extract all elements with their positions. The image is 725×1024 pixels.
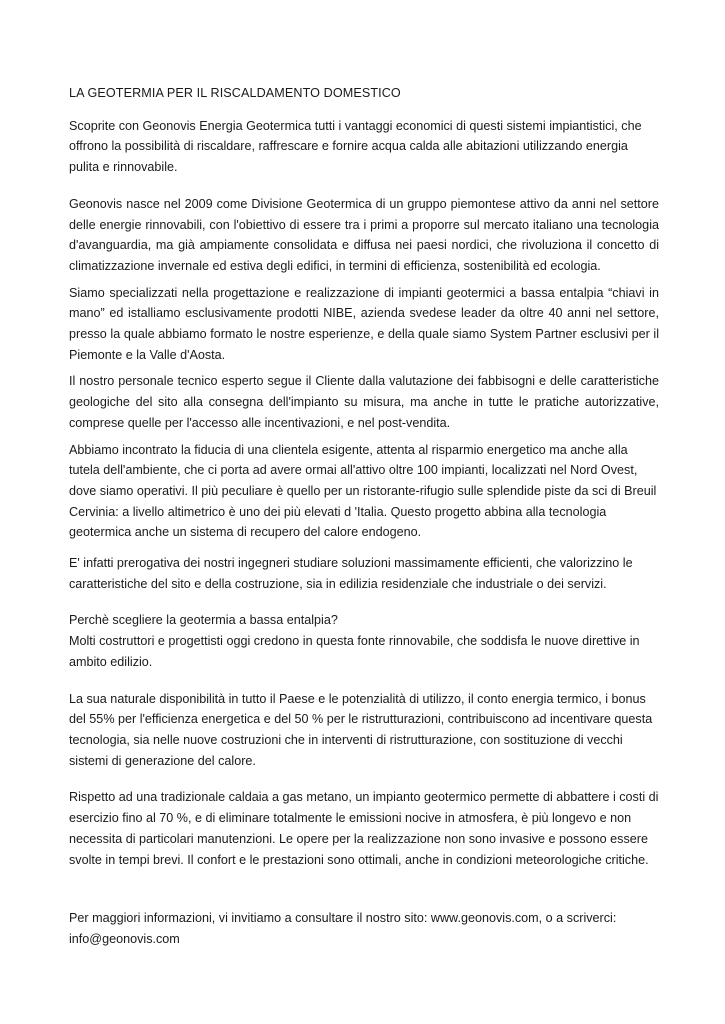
comparison-paragraph: Rispetto ad una tradizionale caldaia a gas metano, un impianto geotermico permette di abbattere i costi di esercizio fino al 70 %, e di eliminare totalmente le emissioni nocive in atmosfera, è più longevo e non necessita di particolari manutenzioni. Le opere per la realizzazione non sono invasive e possono essere svolte in tempi brevi. Il confort e le prestazioni sono ottimali, anche in condizioni meteorologiche critiche. [69,790,659,867]
history-paragraph: Geonovis nasce nel 2009 come Divisione Geotermica di un gruppo piemontese attivo da anni nel settore delle energie rinnovabili, con l'obiettivo di essere tra i primi a proporre sul mercato italiano una tecnologia d'avanguardia, ma già ampiamente consolidata e diffusa nei paesi nordici, che rivoluziona il concetto di climatizzazione invernale ed estiva degli edifici, in termini di efficienza, sostenibilità ed ecologia. [69,196,659,273]
builders-paragraph: Molti costruttori e progettisti oggi credono in questa fonte rinnovabile, che soddisfa le nuove direttive in ambito edilizio. [69,634,640,669]
contact-paragraph: Per maggiori informazioni, vi invitiamo a consultare il nostro sito: www.geonovis.com, o a scriverci: info@geonovis.com [69,911,617,946]
specialization-paragraph: Siamo specializzati nella progettazione e realizzazione di impianti geotermici a bassa entalpia “chiavi in mano” ed istalliamo esclusivamente prodotti NIBE, azienda svedese leader da oltre 40 anni nel settore, presso la quale abbiamo formato le nostre esperienze, e della quale siamo System Partner esclusivi per il Piemonte e la Valle d'Aosta. [69,285,659,362]
technical-staff-paragraph: Il nostro personale tecnico esperto segue il Cliente dalla valutazione dei fabbisogni e delle caratteristiche geologiche del sito alla consegna dell'impianto su misura, ma anche in tutte le pratiche autorizzative, comprese quelle per l'accesso alle incentivazioni, e nel post-vendita. [69,374,659,430]
intro-paragraph: Scoprite con Geonovis Energia Geotermica tutti i vantaggi economici di questi sistemi impiantistici, che offrono la possibilità di riscaldare, raffrescare e fornire acqua calda alle abitazioni utilizzando energia pulita e rinnovabile. [69,118,642,175]
document-title: LA GEOTERMIA PER IL RISCALDAMENTO DOMESTICO [69,86,401,100]
document-page [69,83,659,950]
why-geothermal-heading: Perchè scegliere la geotermia a bassa entalpia? [69,613,338,628]
engineers-paragraph: E' infatti prerogativa dei nostri ingegneri studiare soluzioni massimamente efficienti, che valorizzino le caratteristiche del sito e della costruzione, sia in edilizia residenziale che industriale o dei servizi. [69,556,633,591]
clients-paragraph: Abbiamo incontrato la fiducia di una clientela esigente, attenta al risparmio energetico ma anche alla tutela dell'ambiente, che ci porta ad avere ormai all'attivo oltre 100 impianti, localizzati nel Nord Ovest, dove siamo operativi. Il più peculiare è quello per un ristorante-rifugio sulle splendide piste da sci di Breuil Cervinia: a livello altimetrico è uno dei più elevati d 'Italia. Questo progetto abbina alla tecnologia geotermica anche un sistema di recupero del calore endogeno. [69,442,657,540]
incentives-paragraph: La sua naturale disponibilità in tutto il Paese e le potenzialità di utilizzo, il conto energia termico, i bonus del 55% per l'efficienza energetica e del 50 % per le ristrutturazioni, contribuiscono ad incentivare questa tecnologia, sia nelle nuove costruzioni che in interventi di ristrutturazione, con sostituzione di vecchi sistemi di generazione del calore. [69,691,653,768]
